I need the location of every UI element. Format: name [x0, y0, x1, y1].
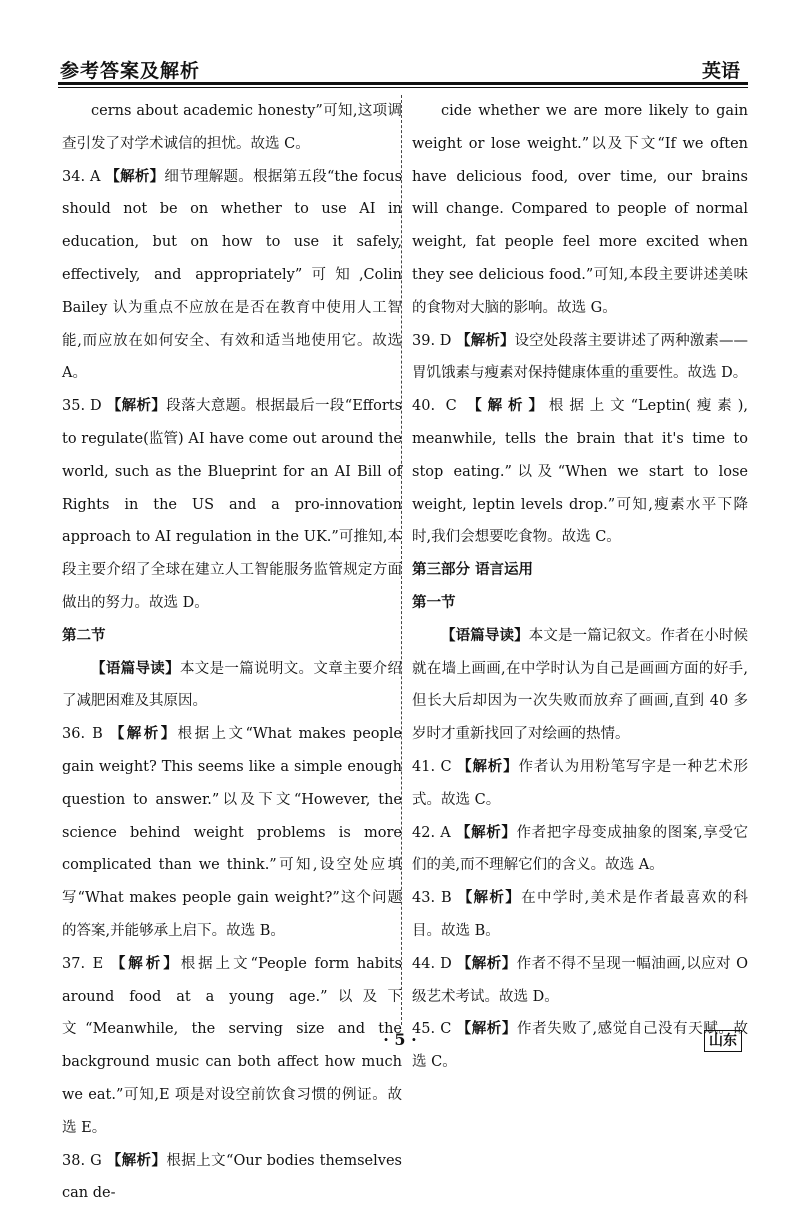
part-heading: 第三部分 语言运用	[412, 554, 748, 587]
answer-42	[412, 817, 748, 883]
answer-number: 40. C	[412, 398, 457, 414]
answer-40	[412, 390, 748, 554]
answer-number: 39. D	[412, 333, 451, 349]
answer-number: 41. C	[412, 759, 452, 775]
page-number: · 5 ·	[0, 1030, 800, 1049]
header-rule-thick	[58, 82, 748, 85]
answer-text: 作者把字母变成抽象的图案,享受它们的美,而不理解它们的含义。故选 A。	[412, 825, 748, 874]
answer-number: 35. D	[62, 398, 102, 414]
analysis-tag: 【解析】	[110, 725, 178, 742]
answer-44	[412, 948, 748, 1014]
answer-35	[62, 390, 402, 620]
analysis-tag: 【解析】	[107, 1152, 167, 1169]
answer-text: 作者认为用粉笔写字是一种艺术形式。故选 C。	[412, 759, 748, 808]
answer-number: 42. A	[412, 825, 451, 841]
answer-text: 根据上文“People form habits around food at a young age.”以及下文“Meanwhile, the serving size and the background music can both affect how much we eat.”可知,E 项是对设空前饮食习惯的例证。故选 E。	[62, 956, 402, 1136]
answer-number: 38. G	[62, 1153, 102, 1169]
answer-text: 段落大意题。根据最后一段“Efforts to regulate(监管) AI have come out around the world, such as the Blueprint for an AI Bill of Rights in the US and a pro-innovation approach to AI regulation in the UK.”可推知,本段主要介绍了全球在建立人工智能服务监管规定方面做出的努力。故选 D。	[62, 398, 402, 611]
answer-43	[412, 882, 748, 948]
answer-number: 37. E	[62, 956, 103, 972]
answer-34	[62, 161, 402, 391]
analysis-tag: 【解析】	[456, 332, 514, 349]
answer-number: 36. B	[62, 726, 103, 742]
answer-41	[412, 751, 748, 817]
answer-text: 根据上文“What makes people gain weight? This seems like a simple enough question to answer.”以及下文“However, the science behind weight problems is more complicated than we think.”可知,设空处应填写“What makes people gain weight?”这个问题的答案,并能够承上启下。故选 B。	[62, 726, 402, 939]
analysis-tag: 【解析】	[105, 168, 164, 185]
analysis-tag: 【解析】	[457, 955, 517, 972]
answer-38	[62, 1145, 402, 1210]
analysis-tag: 【解析】	[457, 758, 518, 775]
page-header	[58, 50, 748, 84]
answer-39	[412, 325, 748, 391]
guide-text: 本文是一篇记叙文。作者在小时候就在墙上画画,在中学时认为自己是画画方面的好手,但长大后却因为一次失败而放弃了画画,直到 40 多岁时才重新找回了对绘画的热情。	[412, 628, 748, 742]
guide-tag: 【语篇导读】	[91, 660, 180, 677]
section-heading: 第一节	[412, 587, 748, 620]
passage-guide	[62, 653, 402, 719]
answer-text: 根据上文“Leptin(瘦素), meanwhile, tells the brain that it's time to stop eating.”以及“When we start to lose weight, leptin levels drop.”可知,瘦素水平下降时,我们会想要吃食物。故选 C。	[412, 398, 748, 545]
analysis-tag: 【解析】	[107, 397, 167, 414]
section-heading: 第二节	[62, 620, 402, 653]
guide-tag: 【语篇导读】	[441, 627, 529, 644]
continuation-text: cide whether we are more likely to gain weight or lose weight.”以及下文“If we often have delicious food, over time, our brains will change. Compared to people of normal weight, fat people feel more excited when they see delicious food.”可知,本段主要讲述美味的食物对大脑的影响。故选 G。	[412, 95, 748, 325]
analysis-tag: 【解析】	[458, 889, 522, 906]
answer-number: 44. D	[412, 956, 452, 972]
answer-text: 作者不得不呈现一幅油画,以应对 O 级艺术考试。故选 D。	[412, 956, 748, 1005]
continuation-text: cerns about academic honesty”可知,这项调查引发了对学术诚信的担忧。故选 C。	[62, 95, 402, 161]
answer-number: 45. C	[412, 1021, 451, 1037]
header-subject: 英语	[702, 56, 740, 83]
passage-guide	[412, 620, 748, 751]
answer-text: 设空处段落主要讲述了两种激素——胃饥饿素与瘦素对保持健康体重的重要性。故选 D。	[412, 333, 748, 382]
answer-text: 细节理解题。根据第五段“the focus should not be on whether to use AI in education, but on how to use it safely, effectively, and appropriately”可知,Colin Bailey 认为重点不应放在是否在教育中使用人工智能,而应放在如何安全、有效和适当地使用它。故选 A。	[62, 169, 402, 382]
region-badge: 山东	[704, 1030, 742, 1052]
answer-text: 作者失败了,感觉自己没有天赋。故选 C。	[412, 1021, 748, 1070]
answer-text: 根据上文“Our bodies themselves can de-	[62, 1153, 402, 1202]
analysis-tag: 【解析】	[467, 397, 549, 414]
answer-text: 在中学时,美术是作者最喜欢的科目。故选 B。	[412, 890, 748, 939]
header-title: 参考答案及解析	[60, 56, 200, 83]
answer-36	[62, 718, 402, 948]
answer-number: 43. B	[412, 890, 452, 906]
guide-text: 本文是一篇说明文。文章主要介绍了减肥困难及其原因。	[62, 661, 402, 710]
answer-number: 34. A	[62, 169, 100, 185]
right-column	[412, 95, 748, 1079]
header-rule-thin	[58, 87, 748, 88]
analysis-tag: 【解析】	[111, 955, 181, 972]
analysis-tag: 【解析】	[456, 824, 517, 841]
column-divider	[401, 95, 402, 1025]
analysis-tag: 【解析】	[457, 1020, 517, 1037]
